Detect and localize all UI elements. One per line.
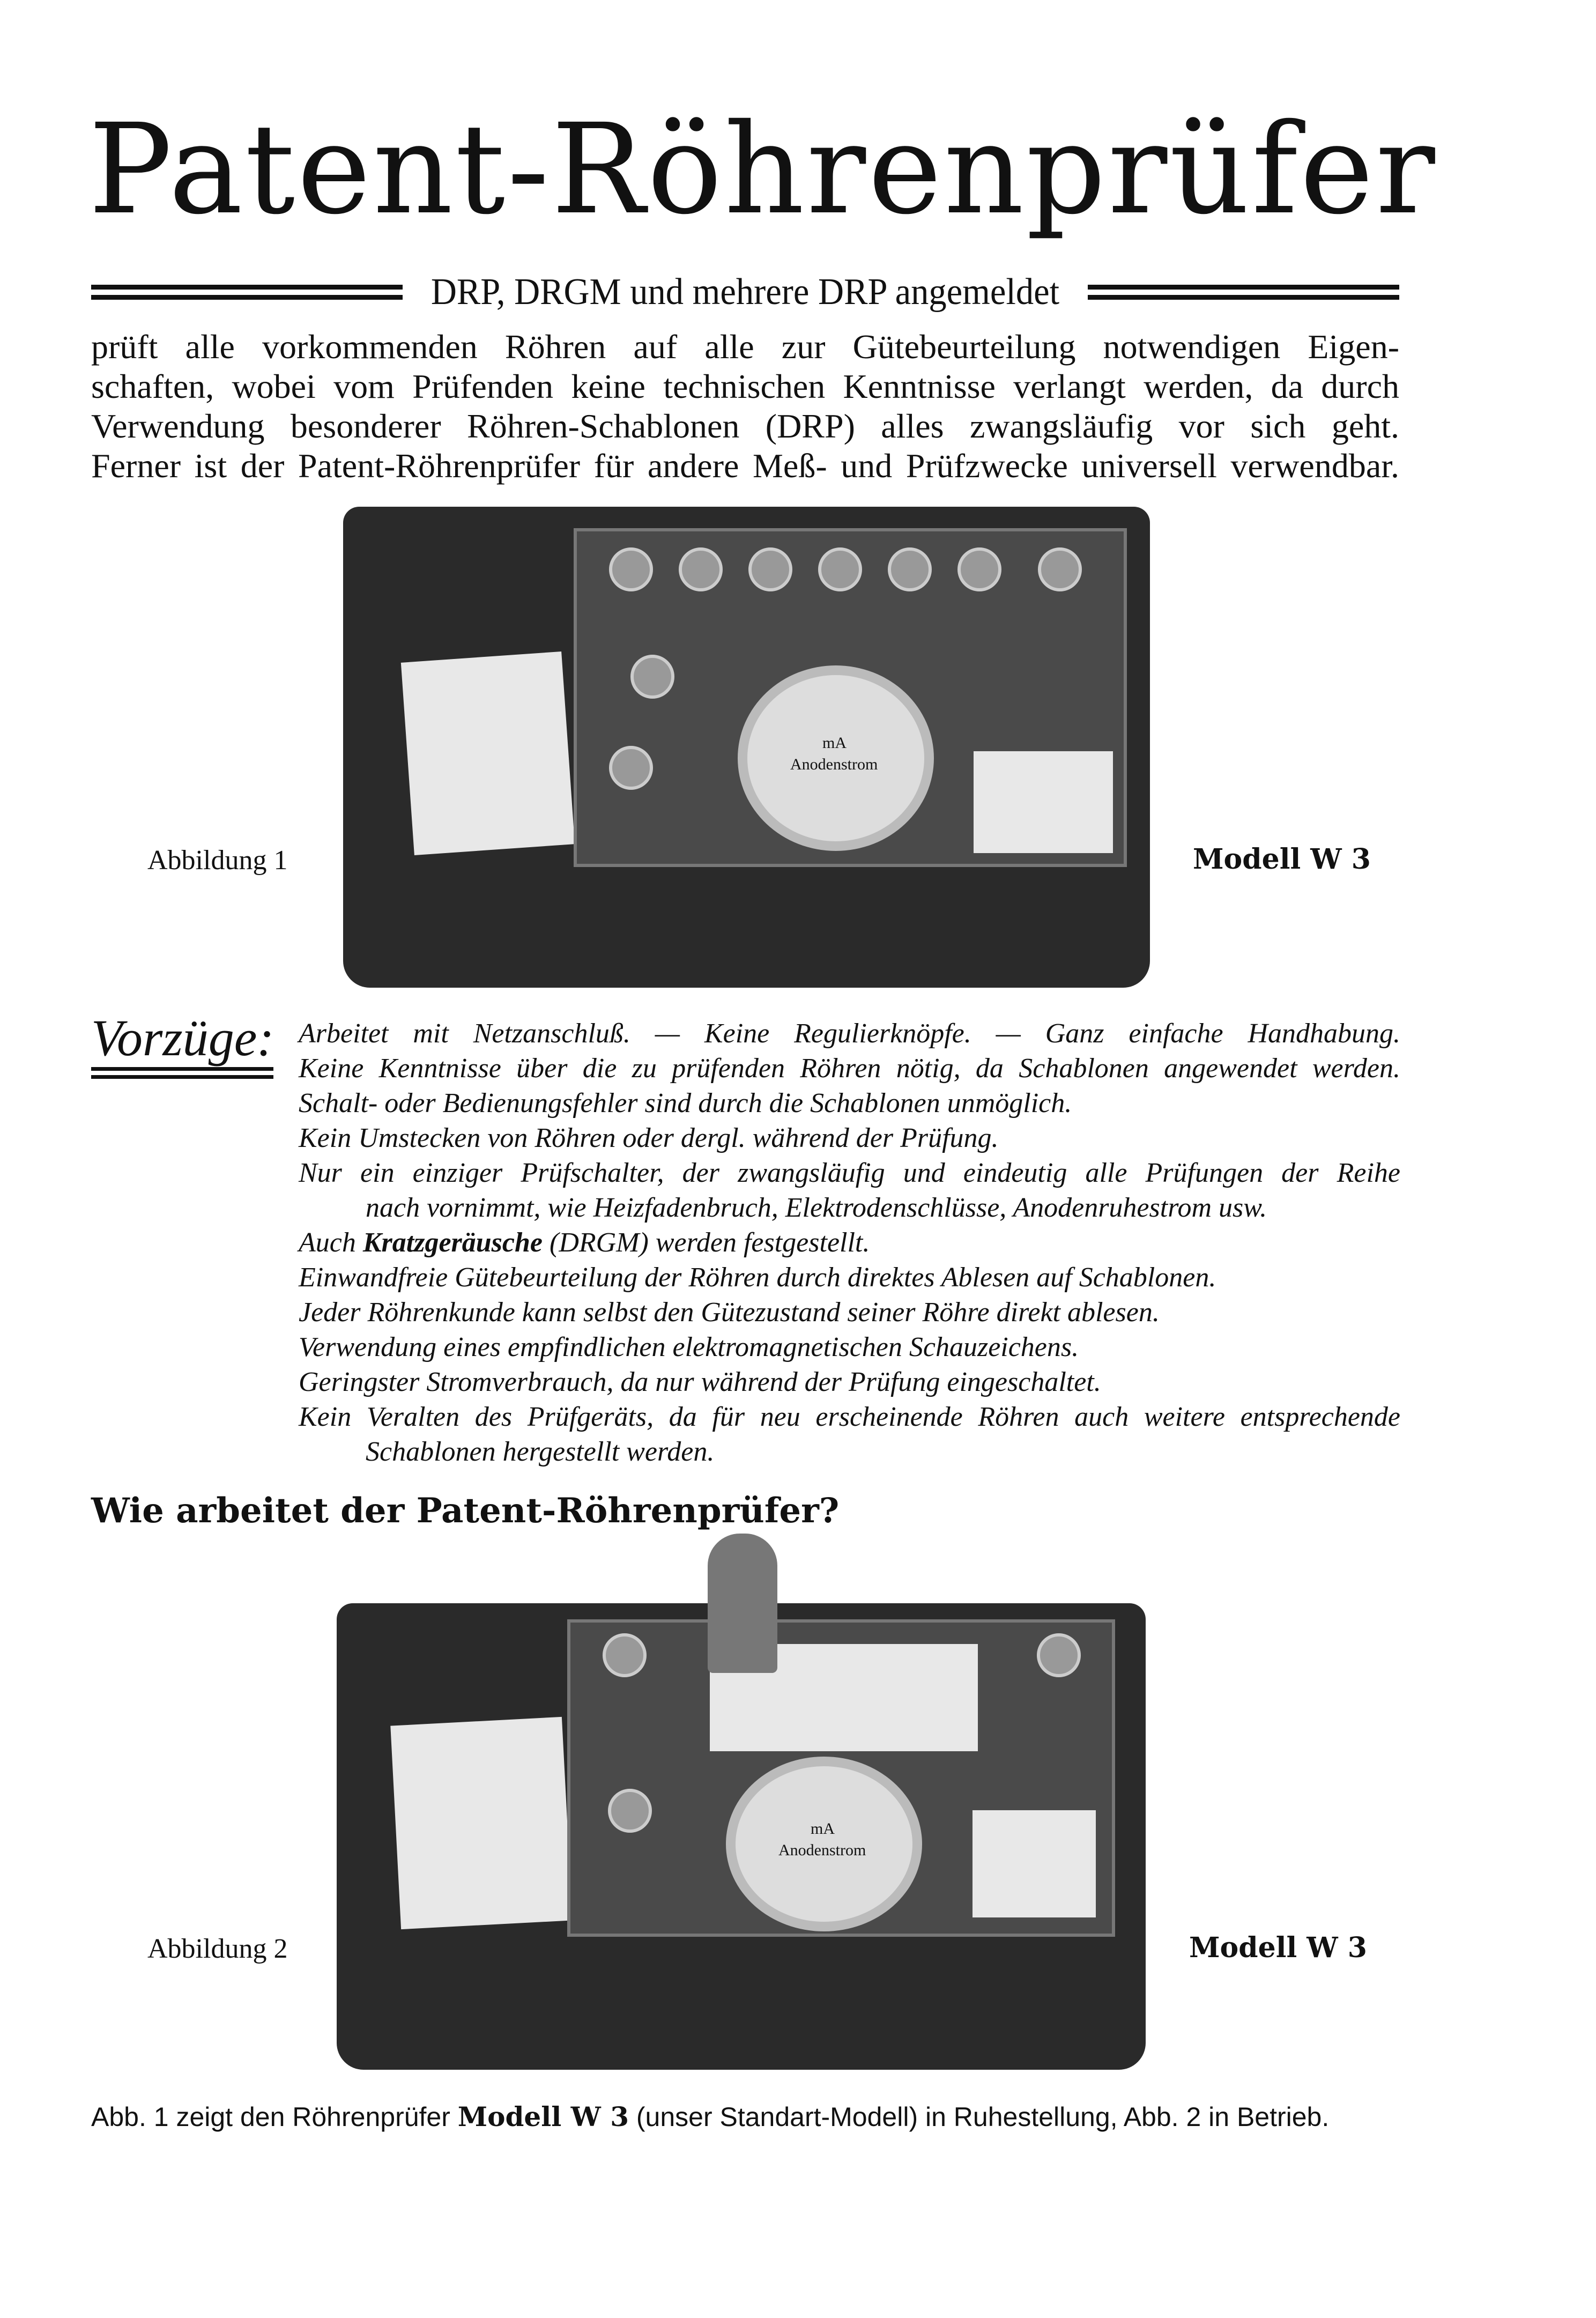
double-rule-left <box>91 285 403 300</box>
subtitle: DRP, DRGM und mehrere DRP angemeldet <box>430 271 1060 313</box>
advantages-label: Vorzüge: <box>91 1009 274 1067</box>
intro-line: Verwendung besonderer Röhren-Schablonen (DRP) alles zwangsläufig vor sich geht. <box>91 407 1399 445</box>
advantages-list <box>299 1016 1400 1469</box>
template-cards <box>401 651 575 855</box>
selector-plate <box>974 751 1113 853</box>
list-item: Geringster Stromverbrauch, da nur während der Prüfung eingeschaltet. <box>299 1367 1101 1397</box>
control-panel <box>567 1619 1115 1937</box>
intro-line: schaften, wobei vom Prüfenden keine technischen Kenntnisse verlangt werden, da durch <box>91 367 1399 405</box>
emphasis: Kratzgeräusche <box>362 1227 543 1258</box>
footer-caption: Abb. 1 zeigt den Röhrenprüfer Modell W 3 (unser Standart-Modell) in Ruhestellung, Abb. 2 in Betrieb. <box>91 2101 1330 2132</box>
list-item: Einwandfreie Gütebeurteilung der Röhren durch direktes Ablesen auf Schablonen. <box>299 1262 1216 1293</box>
list-item: Kein Umstecken von Röhren oder dergl. während der Prüfung. <box>299 1123 999 1153</box>
template-cards <box>390 1717 572 1929</box>
list-item-continuation: nach vornimmt, wie Heizfadenbruch, Elektrodenschlüsse, Anodenruhestrom usw. <box>366 1193 1267 1223</box>
intro-line: Ferner ist der Patent-Röhrenprüfer für andere Meß- und Prüfzwecke universell verwendbar. <box>91 447 1399 485</box>
page-title: Patent-Röhrenprüfer <box>88 97 1437 242</box>
list-item: Arbeitet mit Netzanschluß. — Keine Regulierknöpfe. — Ganz einfache Handhabung. <box>299 1018 1400 1049</box>
list-item: Jeder Röhrenkunde kann selbst den Gütezustand seiner Röhre direkt ablesen. <box>299 1297 1160 1328</box>
list-item: Auch Kratzgeräusche (DRGM) werden festgestellt. <box>299 1227 870 1258</box>
figure2-model: Modell W 3 <box>1189 1931 1367 1964</box>
advantages-underline <box>91 1067 273 1079</box>
emphasis: Modell W 3 <box>457 2101 629 2132</box>
list-item: Schalt- oder Bedienungsfehler sind durch die Schablonen unmöglich. <box>299 1088 1072 1119</box>
subtitle-row <box>91 271 1399 314</box>
figure1-model: Modell W 3 <box>1193 843 1371 876</box>
intro-paragraph <box>91 327 1399 486</box>
anode-current-meter: mA Anodenstrom <box>726 1757 922 1931</box>
section-heading: Wie arbeitet der Patent-Röhrenprüfer? <box>91 1491 840 1531</box>
figure2-photo <box>337 1603 1146 2070</box>
anode-current-meter: mA Anodenstrom <box>738 665 934 851</box>
double-rule-right <box>1088 285 1399 300</box>
figure1-photo <box>343 507 1150 988</box>
list-item: Nur ein einziger Prüfschalter, der zwangsläufig und eindeutig alle Prüfungen der Reihe <box>299 1158 1400 1188</box>
list-item: Verwendung eines empfindlichen elektromagnetischen Schauzeichens. <box>299 1332 1079 1362</box>
list-item: Kein Veralten des Prüfgeräts, da für neu erscheinende Röhren auch weitere entsprechende <box>299 1402 1400 1432</box>
figure2-caption: Abbildung 2 <box>147 1934 288 1964</box>
tube-under-test <box>708 1534 777 1673</box>
list-item: Keine Kenntnisse über die zu prüfenden Röhren nötig, da Schablonen angewendet werden. <box>299 1053 1400 1084</box>
list-item-continuation: Schablonen hergestellt werden. <box>366 1436 715 1467</box>
figure1-caption: Abbildung 1 <box>147 845 288 876</box>
intro-line: prüft alle vorkommenden Röhren auf alle zur Gütebeurteilung notwendigen Eigen- <box>91 328 1399 366</box>
control-panel <box>574 528 1127 867</box>
selector-plate <box>973 1810 1096 1917</box>
